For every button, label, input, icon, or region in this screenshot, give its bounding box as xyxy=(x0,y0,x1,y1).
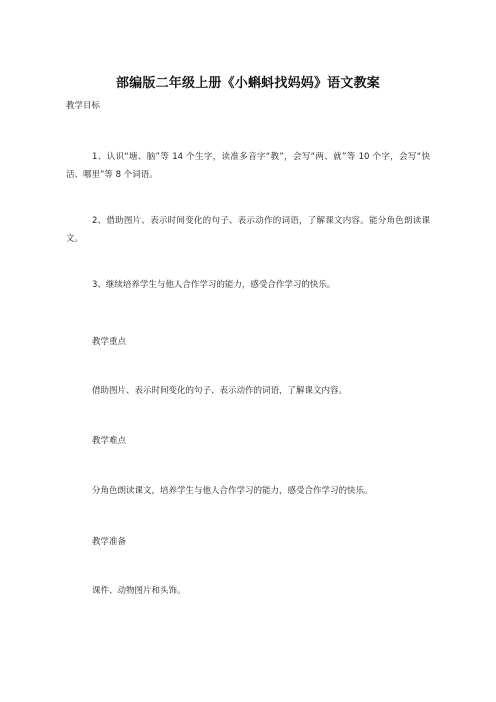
document-title: 部编版二年级上册《小蝌蚪找妈妈》语文教案 xyxy=(115,76,380,91)
goal-item-3: 3、继续培养学生与他人合作学习的能力，感受合作学习的快乐。 xyxy=(92,280,336,290)
goals-heading: 教学目标 xyxy=(66,101,101,111)
preparation-text: 课件、动物图片和头饰。 xyxy=(92,586,186,596)
goal-item-2: 2、借助图片、表示时间变化的句子、表示动作的词语，了解课文内容。能分角色朗读课文。 xyxy=(66,216,430,244)
key-points-heading: 教学重点 xyxy=(92,337,127,347)
preparation-heading: 教学准备 xyxy=(92,537,127,547)
difficulties-heading: 教学难点 xyxy=(92,436,127,446)
goal-item-1: 1、认识“塘、脑”等 14 个生字，读准多音字“教”，会写“两、就”等 10 个字，会写“快活、哪里”等 8 个词语。 xyxy=(66,152,430,180)
key-points-text: 借助图片、表示时间变化的句子、表示动作的词语，了解课文内容。 xyxy=(92,386,348,396)
difficulties-text: 分角色朗读课文，培养学生与他人合作学习的能力，感受合作学习的快乐。 xyxy=(92,486,373,496)
